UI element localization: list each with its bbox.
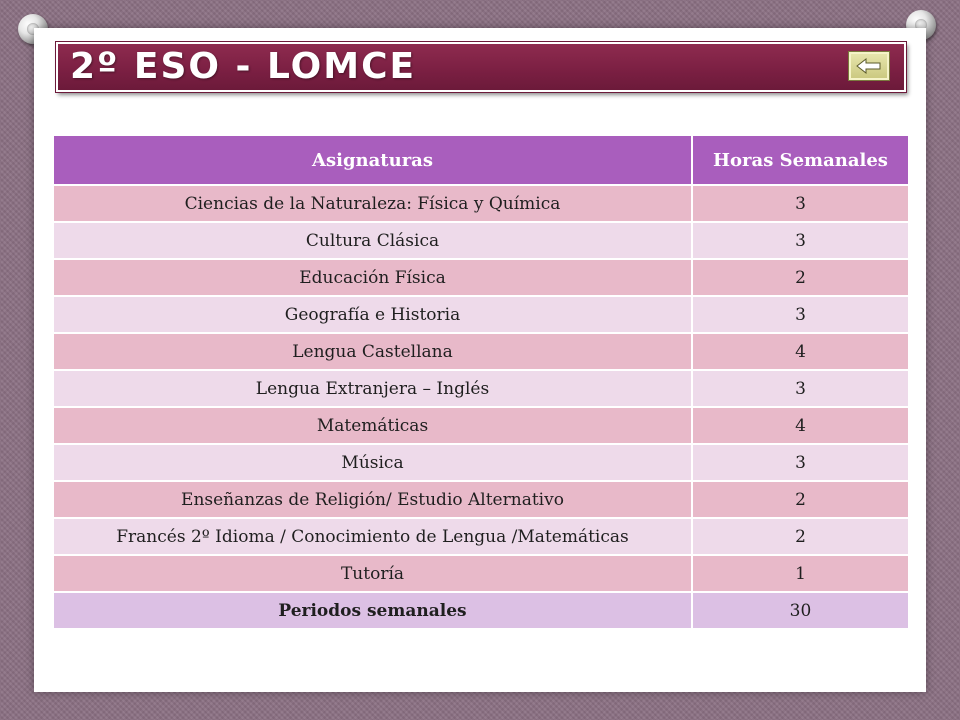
table-row xyxy=(53,333,909,370)
table-row xyxy=(53,296,909,333)
hours-cell: 3 xyxy=(692,370,909,407)
subject-cell: Matemáticas xyxy=(53,407,692,444)
hours-cell: 2 xyxy=(692,259,909,296)
hours-cell: 2 xyxy=(692,481,909,518)
subject-cell: Lengua Castellana xyxy=(53,333,692,370)
page-title: 2º ESO - LOMCE xyxy=(70,46,417,87)
subject-cell: Música xyxy=(53,444,692,481)
hours-cell: 3 xyxy=(692,222,909,259)
hours-cell: 4 xyxy=(692,407,909,444)
left-arrow-icon xyxy=(856,58,882,74)
subject-cell: Ciencias de la Naturaleza: Física y Química xyxy=(53,185,692,222)
table-row xyxy=(53,444,909,481)
hours-cell: 2 xyxy=(692,518,909,555)
table-row xyxy=(53,370,909,407)
hours-cell: 3 xyxy=(692,185,909,222)
table-row xyxy=(53,555,909,592)
hours-cell: 4 xyxy=(692,333,909,370)
column-header-hours: Horas Semanales xyxy=(692,135,909,185)
column-header-subjects: Asignaturas xyxy=(53,135,692,185)
table-row xyxy=(53,518,909,555)
table-row xyxy=(53,407,909,444)
hours-cell: 3 xyxy=(692,444,909,481)
hours-cell: 3 xyxy=(692,296,909,333)
table-row xyxy=(53,185,909,222)
total-row xyxy=(53,592,909,629)
subject-cell: Cultura Clásica xyxy=(53,222,692,259)
total-label: Periodos semanales xyxy=(53,592,692,629)
table-header-row xyxy=(53,135,909,185)
subject-cell: Geografía e Historia xyxy=(53,296,692,333)
subject-cell: Enseñanzas de Religión/ Estudio Alternativo xyxy=(53,481,692,518)
subject-cell: Educación Física xyxy=(53,259,692,296)
table-row xyxy=(53,259,909,296)
subject-cell: Tutoría xyxy=(53,555,692,592)
table-row xyxy=(53,481,909,518)
back-button[interactable] xyxy=(848,51,890,81)
hours-cell: 1 xyxy=(692,555,909,592)
subject-cell: Francés 2º Idioma / Conocimiento de Lengua /Matemáticas xyxy=(53,518,692,555)
title-bar xyxy=(56,42,906,92)
subjects-table xyxy=(52,134,910,630)
total-hours: 30 xyxy=(692,592,909,629)
table-row xyxy=(53,222,909,259)
subject-cell: Lengua Extranjera – Inglés xyxy=(53,370,692,407)
